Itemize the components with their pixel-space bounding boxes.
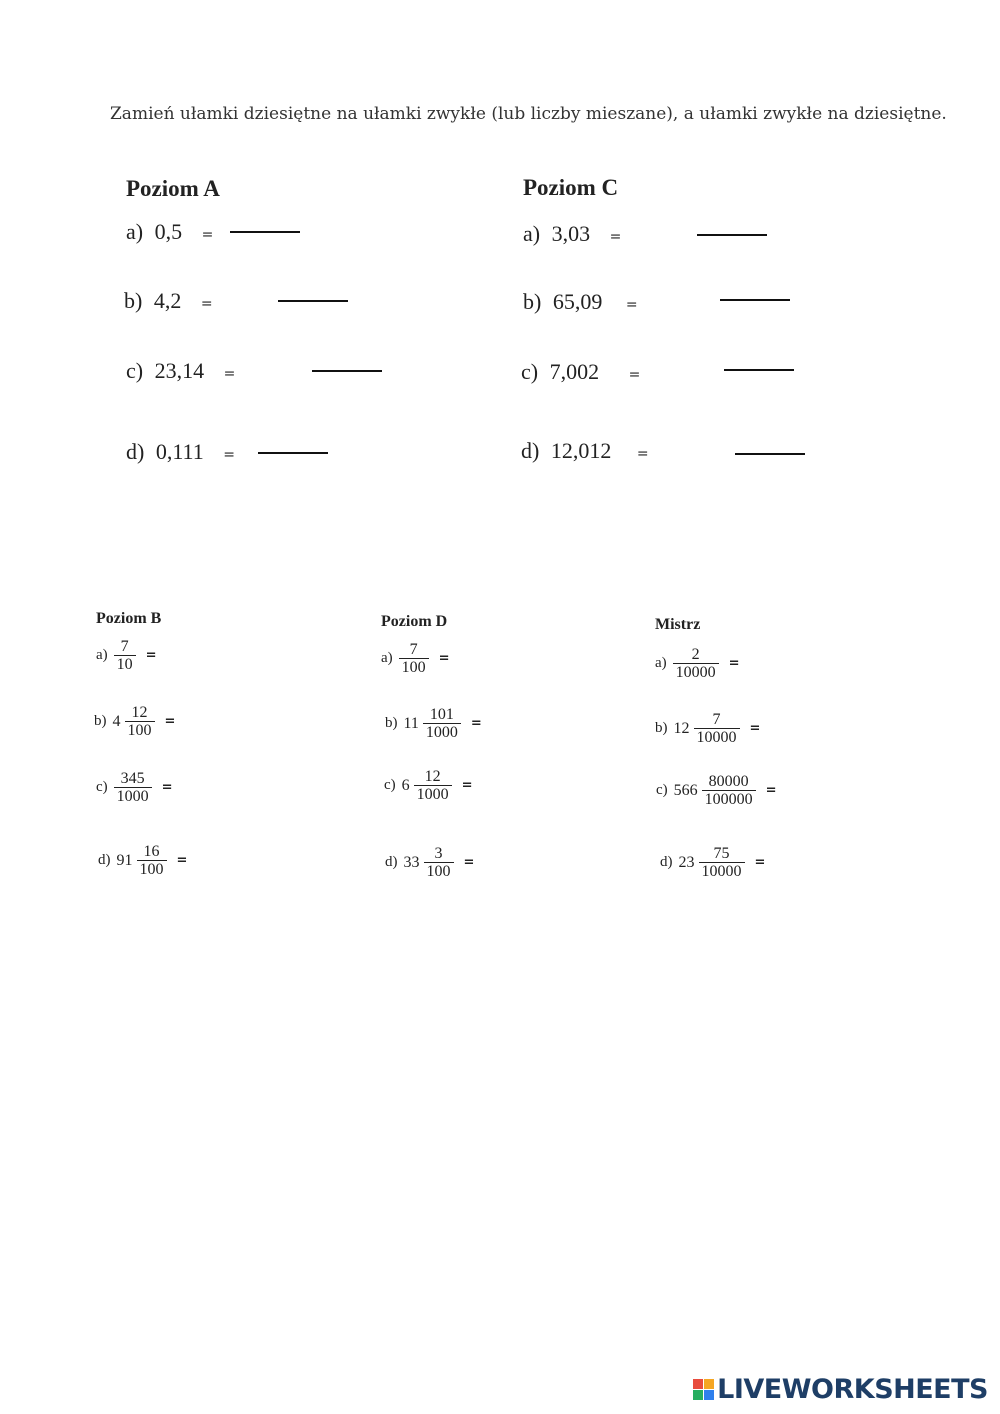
equals-sign: = (636, 446, 649, 462)
item-value: 65,09 (552, 289, 603, 314)
answer-blank-a-a[interactable] (230, 231, 300, 233)
equals-sign: = (461, 778, 473, 793)
fraction (699, 845, 745, 880)
denominator: 1000 (414, 785, 452, 803)
denominator: 10 (114, 655, 136, 673)
denominator: 100 (137, 860, 167, 878)
section-a-item-b (124, 288, 213, 314)
answer-blank-c-d[interactable] (735, 453, 805, 455)
item-label: a) (523, 221, 541, 246)
section-c-item-b (523, 289, 638, 315)
fraction (414, 768, 452, 803)
item-label: b) (385, 715, 398, 731)
logo-square-icon (693, 1379, 703, 1389)
item-value: 4,2 (153, 288, 182, 313)
fraction (125, 704, 155, 739)
numerator: 80000 (708, 773, 749, 790)
logo-text: LIVEWORKSHEETS (717, 1374, 988, 1405)
section-c-item-d (521, 438, 649, 464)
numerator: 345 (120, 770, 145, 787)
equals-sign: = (176, 853, 188, 868)
answer-blank-a-b[interactable] (278, 300, 348, 302)
section-c-title: Poziom C (523, 175, 619, 200)
logo-square-icon (693, 1390, 703, 1400)
whole-part: 12 (673, 719, 690, 737)
answer-blank-c-a[interactable] (697, 234, 767, 236)
fraction (137, 843, 167, 878)
section-b-item-a (96, 638, 157, 673)
denominator: 10000 (673, 663, 719, 681)
item-label: d) (660, 854, 673, 870)
equals-sign: = (201, 227, 214, 243)
equals-sign: = (470, 716, 482, 731)
fraction (424, 845, 454, 880)
fraction (423, 706, 461, 741)
denominator: 100000 (702, 790, 756, 808)
whole-part: 11 (403, 714, 419, 732)
equals-sign: = (625, 297, 638, 313)
denominator: 10000 (699, 862, 745, 880)
equals-sign: = (728, 656, 740, 671)
fraction (114, 770, 152, 805)
numerator: 12 (424, 768, 441, 785)
equals-sign: = (438, 651, 450, 666)
section-b-item-d (98, 843, 187, 878)
fraction (114, 638, 136, 673)
item-label: d) (521, 438, 540, 463)
denominator: 1000 (114, 787, 152, 805)
whole-part: 566 (673, 781, 698, 799)
section-a-item-a (126, 219, 213, 245)
liveworksheets-logo (693, 1374, 988, 1405)
item-label: a) (96, 647, 108, 663)
section-mistrz-title: Mistrz (655, 616, 701, 633)
item-value: 12,012 (550, 438, 612, 463)
fraction (399, 641, 429, 676)
logo-square-icon (704, 1379, 714, 1389)
section-b-item-c (96, 770, 173, 805)
item-label: c) (126, 358, 144, 383)
answer-blank-a-c[interactable] (312, 370, 382, 372)
whole-part: 91 (116, 851, 133, 869)
item-value: 3,03 (551, 221, 591, 246)
whole-part: 33 (403, 853, 420, 871)
item-value: 7,002 (549, 359, 600, 384)
item-label: c) (521, 359, 539, 384)
item-label: b) (655, 720, 668, 736)
equals-sign: = (609, 229, 622, 245)
section-d-title: Poziom D (381, 613, 448, 630)
numerator: 7 (409, 641, 418, 658)
numerator: 16 (143, 843, 160, 860)
item-label: c) (656, 782, 668, 798)
logo-square-icon (704, 1390, 714, 1400)
section-d-item-c (384, 768, 473, 803)
numerator: 75 (713, 845, 730, 862)
section-mistrz-item-b (655, 711, 760, 746)
numerator: 7 (712, 711, 721, 728)
numerator: 2 (691, 646, 700, 663)
item-label: c) (96, 779, 108, 795)
logo-mark-icon (693, 1379, 714, 1400)
whole-part: 4 (112, 712, 121, 730)
item-label: a) (126, 219, 144, 244)
item-value: 0,111 (155, 439, 204, 464)
section-b-title: Poziom B (96, 610, 162, 627)
item-label: c) (384, 777, 396, 793)
section-a-item-d (126, 439, 235, 465)
section-d-item-b (385, 706, 482, 741)
equals-sign: = (463, 855, 475, 870)
equals-sign: = (223, 447, 235, 463)
section-mistrz-item-c (656, 773, 777, 808)
section-a-item-c (126, 358, 235, 384)
fraction (673, 646, 719, 681)
item-label: d) (98, 852, 111, 868)
item-value: 23,14 (154, 358, 205, 383)
denominator: 100 (399, 658, 429, 676)
numerator: 12 (131, 704, 148, 721)
fraction (694, 711, 740, 746)
equals-sign: = (223, 366, 236, 382)
whole-part: 6 (401, 776, 410, 794)
denominator: 1000 (423, 723, 461, 741)
item-label: b) (124, 288, 143, 313)
item-label: a) (655, 655, 667, 671)
numerator: 101 (429, 706, 454, 723)
equals-sign: = (200, 296, 213, 312)
item-label: b) (523, 289, 542, 314)
section-mistrz-item-a (655, 646, 740, 681)
answer-blank-c-b[interactable] (720, 299, 790, 301)
whole-part: 23 (678, 853, 695, 871)
section-d-item-a (381, 641, 450, 676)
equals-sign: = (749, 721, 761, 736)
item-label: d) (126, 439, 145, 464)
denominator: 100 (125, 721, 155, 739)
answer-blank-c-c[interactable] (724, 369, 794, 371)
item-label: d) (385, 854, 398, 870)
item-value: 0,5 (154, 219, 183, 244)
denominator: 100 (424, 862, 454, 880)
equals-sign: = (161, 780, 173, 795)
numerator: 7 (120, 638, 129, 655)
section-d-item-d (385, 845, 474, 880)
denominator: 10000 (694, 728, 740, 746)
item-label: b) (94, 713, 107, 729)
section-c-item-a (523, 221, 621, 247)
equals-sign: = (145, 648, 157, 663)
equals-sign: = (754, 855, 766, 870)
item-label: a) (381, 650, 393, 666)
equals-sign: = (164, 714, 176, 729)
section-a-title: Poziom A (126, 176, 220, 201)
section-c-item-c (521, 359, 640, 385)
section-b-item-b (94, 704, 175, 739)
section-mistrz-item-d (660, 845, 765, 880)
answer-blank-a-d[interactable] (258, 452, 328, 454)
equals-sign: = (765, 783, 777, 798)
numerator: 3 (434, 845, 443, 862)
equals-sign: = (628, 367, 641, 383)
fraction (702, 773, 756, 808)
instruction-text: Zamień ułamki dziesiętne na ułamki zwykłe (lub liczby mieszane), a ułamki zwykłe na dziesiętne. (110, 104, 947, 124)
